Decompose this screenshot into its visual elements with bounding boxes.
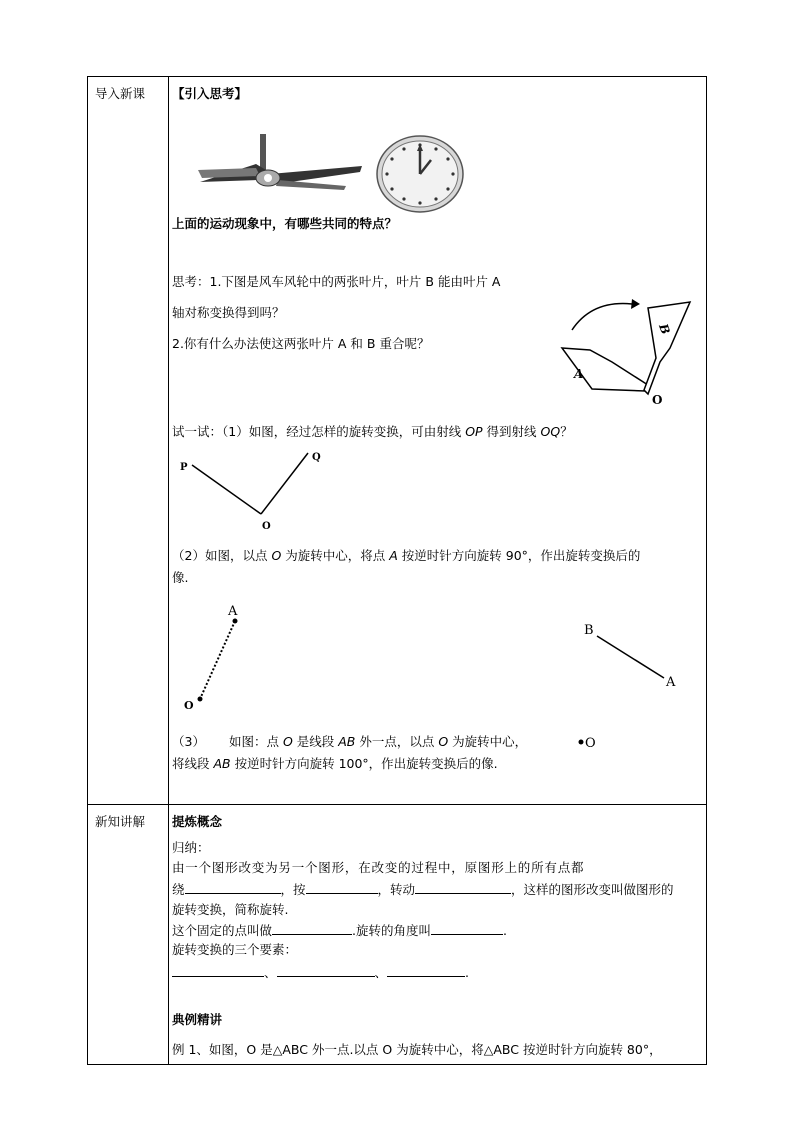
item2-line1 (172, 548, 640, 564)
intro-question: 上面的运动现象中，有哪些共同的特点？ (172, 216, 398, 231)
propeller-image (196, 130, 366, 192)
point-o-figure (576, 734, 606, 750)
example1-text: 例 1、如图，O 是△ABC 外一点.以点 O 为旋转中心，将△ABC 按逆时针方向旋转 80°， (172, 1042, 662, 1057)
def-text-b: ，按 (280, 882, 306, 897)
item3-point-o: O (282, 734, 293, 749)
elements-label: 旋转变换的三个要素： (172, 942, 298, 957)
think1-line1: 思考：1.下图是风车风轮中的两张叶片，叶片 B 能由叶片 A (172, 274, 501, 289)
def-text-d: ，这样的图形改变叫做图形的 (511, 882, 674, 897)
fixed-text-c: . (503, 923, 507, 938)
item3-l2-text-a: 将线段 (172, 756, 214, 771)
clock-icon (376, 134, 466, 214)
fig3-a-label: A (666, 675, 676, 690)
item3-text-a: 如图：点 (228, 734, 283, 749)
fig3-b-label: B (584, 623, 594, 638)
definition-line2 (172, 881, 674, 898)
fig2-o-label: O (184, 699, 194, 712)
row-divider (88, 804, 706, 805)
item3-line1 (172, 734, 527, 750)
column-divider (168, 77, 169, 1064)
blank-rotation-center[interactable] (272, 922, 352, 935)
def-text-c: ，转动 (377, 882, 416, 897)
definition-line3: 旋转变换，简称旋转. (172, 902, 289, 917)
blank-angle[interactable] (415, 881, 511, 894)
rays-figure (178, 450, 328, 534)
blank-center[interactable] (185, 881, 281, 894)
think1-line2: 轴对称变换得到吗？ (172, 305, 285, 320)
ray-oq: OQ (540, 424, 561, 439)
separator-2: 、 (374, 965, 388, 980)
section-label-intro: 导入新课 (95, 86, 146, 101)
item3-line2 (172, 756, 498, 772)
section-label-new: 新知讲解 (95, 814, 146, 829)
try1-suffix: ？ (560, 424, 573, 439)
blank-direction[interactable] (306, 881, 378, 894)
item3-point-o2: O (438, 734, 449, 749)
blade-a-label: A (574, 367, 584, 381)
blank-element-3[interactable] (387, 964, 465, 977)
ray-q-label: Q (312, 452, 321, 463)
think2-line: 2.你有什么办法使这两张叶片 A 和 B 重合呢？ (172, 336, 430, 351)
def-text-a: 绕 (172, 882, 185, 897)
item2-text-c: 按逆时针方向旋转 90°，作出旋转变换后的 (397, 548, 641, 563)
windmill-blades-figure (552, 292, 702, 412)
item2-point-o: O (271, 548, 282, 563)
try1-mid: 得到射线 (482, 424, 541, 439)
summary-label: 归纳： (172, 840, 210, 855)
concept-heading: 提炼概念 (172, 814, 223, 829)
item3-text-d: 为旋转中心， (448, 734, 528, 749)
item2-line2: 像. (172, 570, 189, 585)
blank-element-2[interactable] (277, 964, 375, 977)
point-rotation-figure (180, 600, 260, 712)
blank-element-1[interactable] (172, 964, 264, 977)
ray-op: OP (465, 424, 483, 439)
item3-number: （3） (172, 734, 205, 749)
item3-l2-segment-ab: AB (213, 756, 231, 771)
item3-text-b: 是线段 (292, 734, 339, 749)
item2-text-a: （2）如图，以点 (172, 548, 272, 563)
intro-heading: 【引入思考】 (172, 86, 248, 101)
item3-text-c: 外一点，以点 (355, 734, 439, 749)
item3-segment-ab: AB (338, 734, 356, 749)
item2-point-a: A (389, 548, 398, 563)
separator-1: 、 (264, 965, 277, 980)
fixed-text-b: .旋转的角度叫 (352, 923, 431, 938)
blade-b-label: B (656, 321, 673, 337)
item3-l2-text-b: 按逆时针方向旋转 100°，作出旋转变换后的像. (230, 756, 498, 771)
ray-o-label: O (262, 521, 271, 532)
ray-p-label: P (180, 462, 188, 473)
fig2-a-label: A (228, 604, 238, 619)
segment-ab-figure (582, 618, 692, 692)
end-dot: . (465, 965, 470, 980)
fixed-point-line (172, 922, 507, 939)
elements-blanks (172, 964, 469, 981)
try1-text: 试一试：（1）如图，经过怎样的旋转变换，可由射线 (172, 424, 466, 439)
fixed-text-a: 这个固定的点叫做 (172, 923, 273, 938)
try1-line (172, 424, 573, 440)
fig3-o-label: O (585, 736, 596, 751)
blade-center-label: O (652, 393, 663, 407)
example-heading: 典例精讲 (172, 1012, 223, 1027)
blank-rotation-angle[interactable] (431, 922, 503, 935)
definition-line1: 由一个图形改变为另一个图形，在改变的过程中，原图形上的所有点都 (172, 860, 585, 875)
item2-text-b: 为旋转中心，将点 (281, 548, 390, 563)
